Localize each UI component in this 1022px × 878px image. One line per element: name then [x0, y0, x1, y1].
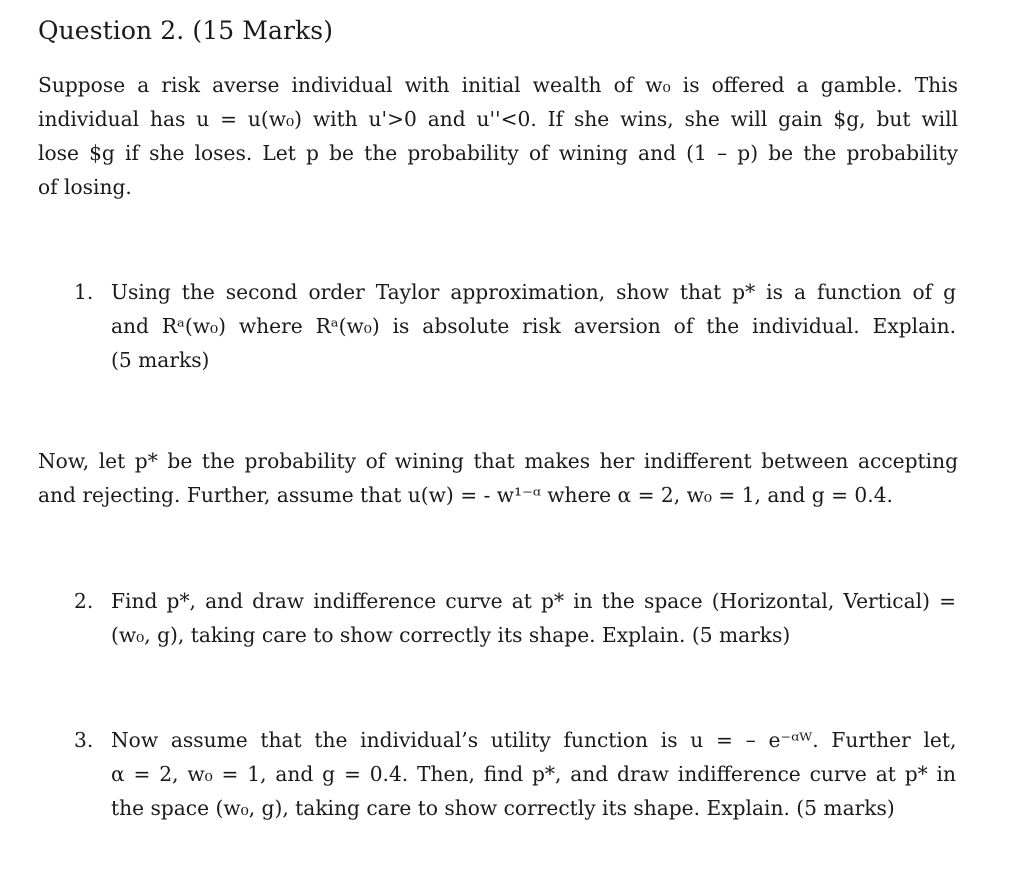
question-1-text — [111, 275, 956, 377]
intro-line-2: individual has u = u(w₀) with u'>0 and u''<0. If she wins, she will gain $g, but will — [38, 107, 958, 131]
question-heading: Question 2. (15 Marks) — [38, 16, 334, 45]
question-2-number: 2. — [74, 589, 94, 613]
question-3-number: 3. — [74, 728, 94, 752]
middle-paragraph — [38, 444, 958, 512]
middle-line-1: Now, let p* be the probability of wining that makes her indifferent between accepting — [38, 449, 958, 473]
question-2-text — [111, 584, 956, 652]
intro-line-3: lose $g if she loses. Let p be the probability of wining and (1 – p) be the probability — [38, 141, 958, 165]
question-3-line-3: the space (w₀, g), taking care to show correctly its shape. Explain. (5 marks) — [111, 796, 895, 820]
question-1-line-1: Using the second order Taylor approximation, show that p* is a function of g — [111, 280, 956, 304]
intro-line-1: Suppose a risk averse individual with initial wealth of w₀ is offered a gamble. This — [38, 73, 958, 97]
question-3-text — [111, 723, 956, 825]
intro-line-4: of losing. — [38, 175, 132, 199]
question-3-line-1: Now assume that the individual’s utility function is u = – e⁻ᵅᵂ. Further let, — [111, 728, 957, 752]
intro-paragraph — [38, 68, 958, 204]
question-1-number: 1. — [74, 280, 94, 304]
question-1-line-3: (5 marks) — [111, 348, 210, 372]
question-3-line-2: α = 2, w₀ = 1, and g = 0.4. Then, find p*, and draw indifference curve at p* in — [111, 762, 957, 786]
question-1-line-2: and Rᵃ(w₀) where Rᵃ(w₀) is absolute risk aversion of the individual. Explain. — [111, 314, 956, 338]
question-2-line-2: (w₀, g), taking care to show correctly its shape. Explain. (5 marks) — [111, 623, 791, 647]
question-2-line-1: Find p*, and draw indifference curve at p* in the space (Horizontal, Vertical) = — [111, 589, 956, 613]
middle-line-2: and rejecting. Further, assume that u(w) = - w¹⁻ᵅ where α = 2, w₀ = 1, and g = 0.4. — [38, 483, 893, 507]
